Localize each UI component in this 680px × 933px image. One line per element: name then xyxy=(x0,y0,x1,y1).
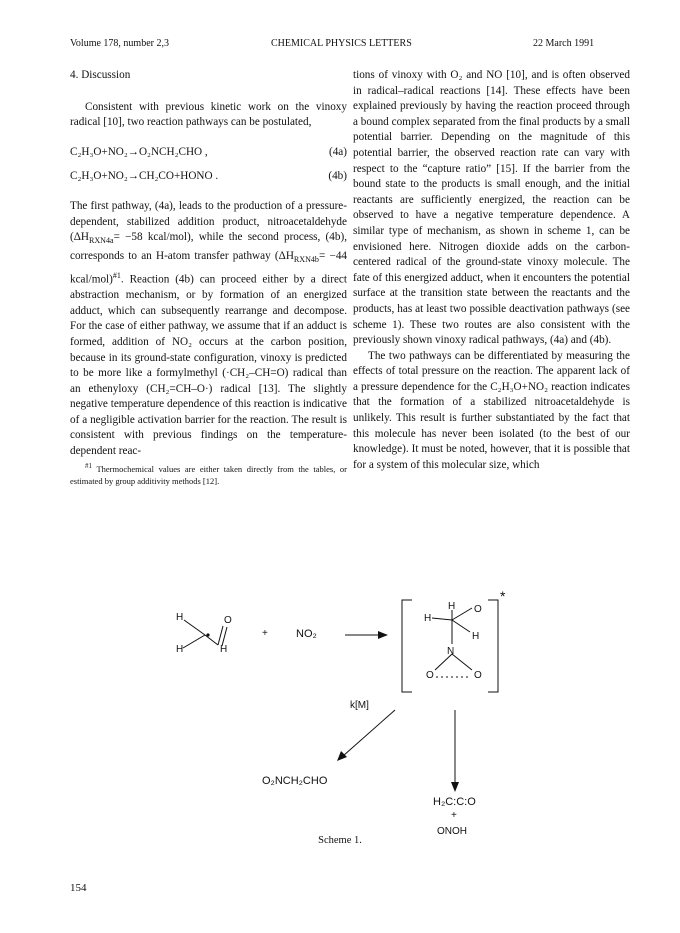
bond-line xyxy=(218,626,223,645)
bond-line xyxy=(184,620,205,635)
rate-label: k[M] xyxy=(350,700,369,711)
paragraph xyxy=(70,199,347,460)
bond-line xyxy=(205,635,218,645)
equation-number: (4a) xyxy=(328,145,347,158)
bond-line xyxy=(432,618,452,620)
page-number: 154 xyxy=(70,882,87,894)
atom-label: H xyxy=(176,612,184,623)
footnote xyxy=(70,460,347,487)
equation-text: C₂H₃O+NO₂→O₂NCH₂CHO , xyxy=(70,145,208,158)
right-column xyxy=(353,68,630,473)
equation-text: C₂H₃O+NO₂→CH₂CO+HONO . xyxy=(70,170,219,183)
atom-label: O xyxy=(224,615,232,626)
issue-date: 22 March 1991 xyxy=(533,38,595,49)
equation-block xyxy=(70,145,347,185)
reactant-no2: NO₂ xyxy=(296,628,317,640)
journal-name: CHEMICAL PHYSICS LETTERS xyxy=(271,38,412,49)
arrow-line xyxy=(343,710,395,756)
reaction-scheme xyxy=(0,580,680,830)
energized-star: * xyxy=(500,588,506,604)
product-ketene: H₂C:C:O xyxy=(433,796,476,808)
atom-label: N xyxy=(447,646,455,657)
bracket-left xyxy=(402,600,412,692)
bracket-right xyxy=(488,600,498,692)
atom-label: H xyxy=(448,601,456,612)
text-run: The first pathway, (4a), leads to the production of a pressure-dependent, stabilized addition product, nitroacetaldehyde (ΔH xyxy=(70,199,347,244)
equation-4b xyxy=(70,169,347,185)
atom-label: O xyxy=(426,670,434,681)
atom-label: O xyxy=(474,604,482,615)
section-title: 4. Discussion xyxy=(70,69,131,81)
bond-line xyxy=(452,654,472,670)
arrowhead xyxy=(451,782,459,792)
subscript: RXN4a xyxy=(89,236,114,246)
text-run: = −44 kcal/mol) xyxy=(70,249,348,286)
product-honoh: ONOH xyxy=(437,826,467,837)
atom-label: O xyxy=(474,670,482,681)
paragraph: Consistent with previous kinetic work on the vinoxy radical [10], two reaction pathways can be postulated, xyxy=(70,100,347,129)
footnote-text: Thermochemical values are either taken directly from the tables, or estimated by group additivity methods [12]. xyxy=(70,463,347,486)
text-run: = −58 kcal/mol), while the second process, (4b), corresponds to an H-atom transfer pathway (ΔH xyxy=(70,231,347,262)
bond-line xyxy=(183,635,205,648)
plus-sign: + xyxy=(262,628,268,639)
atom-label: H xyxy=(424,613,432,624)
text-run: . Reaction (4b) can proceed either by a direct abstraction mechanism, or by formation of an energized adduct, which can subsequently rearrange and decompose. For the case of either pathway, we assume that if an adduct is formed, addition of NO₂ occurs at the carbon position, because in its ground-state configuration, vinoxy is predicted to be more like a formylmethyl (·CH₂–CH=O) radical than an ethenyloxy (CH₂=CH–O·) radical [13]. The slightly negative temperature dependence of this reaction is indicative of a negligible activation barrier for the reaction. The result is consistent with previous findings on the temperature-dependent reac- xyxy=(70,273,347,458)
bond-line xyxy=(452,620,470,632)
atom-label: H xyxy=(176,644,184,655)
arrowhead xyxy=(378,631,388,639)
plus-sign: + xyxy=(451,810,457,821)
atom-label: H xyxy=(220,644,228,655)
volume-info: Volume 178, number 2,3 xyxy=(70,38,169,49)
footnote-mark: #1 xyxy=(85,461,92,470)
equation-4a xyxy=(70,145,347,161)
equation-number: (4b) xyxy=(328,170,347,183)
paragraph: The two pathways can be differentiated by measuring the effects of total pressure on the reaction. The apparent lack of a pressure dependence for the C₂H₃O+NO₂ reaction indicates that the formation of a stabilized nitroacetaldehyde is unlikely. This result is further substantiated by the fact that this molecule has never been isolated (to the best of our knowledge). It must be noted, however, that it is possible that for a system of this molecular size, which xyxy=(353,349,630,471)
subscript: RXN4b xyxy=(293,255,319,265)
scheme-caption: Scheme 1. xyxy=(318,835,362,846)
arrowhead xyxy=(337,751,347,761)
product-nitroacetaldehyde: O₂NCH₂CHO xyxy=(262,775,328,787)
atom-label: H xyxy=(472,631,480,642)
footnote-ref[interactable]: #1 xyxy=(112,270,121,280)
left-column xyxy=(70,68,347,487)
radical-dot xyxy=(206,633,209,636)
paragraph: tions of vinoxy with O₂ and NO [10], and is often observed in radical–radical reactions [14]. These effects have been explained previously by having the reaction proceed through a bound complex separated from the final products by a small potential barrier. Depending on the magnitude of this potential barrier, the observed reaction rate can vary with respect to the “capture ratio” [15]. If the barrier from the bound state to the products is small enough, and the initial reactants are sufficiently energized, the reaction can be observed to have a negative temperature dependence. A similar type of mechanism, as shown in scheme 1, can be envisioned here. Nitrogen dioxide adds on the carbon-centered radical of the ground-state vinoxy molecule. The fate of this energized adduct, when it encounters the potential surface at the transition state between the reactants and the products, has at least two possible deactivation pathways (see scheme 1). These two routes are also consistent with the previously shown vinoxy radical pathways, (4a) and (4b). xyxy=(353,69,630,347)
